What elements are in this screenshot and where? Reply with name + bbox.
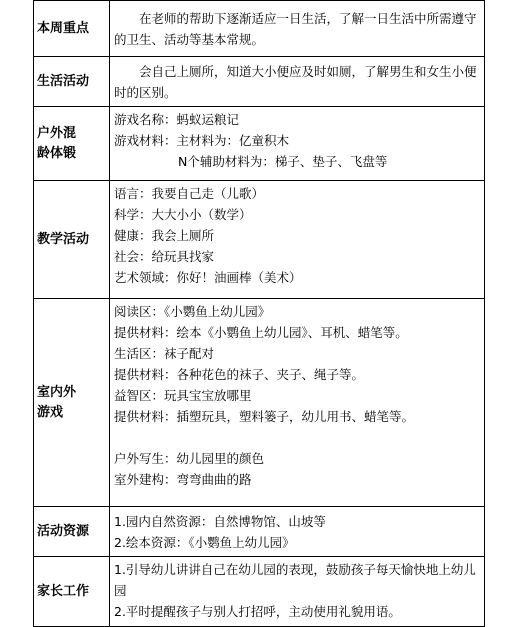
list-item: 户外写生：幼儿园里的颜色 — [114, 451, 265, 466]
row-content-teaching — [110, 181, 485, 299]
row-label-outdoor — [34, 107, 110, 181]
list-item — [114, 427, 480, 448]
list-item: 1.园内自然资源：自然博物馆、山坡等 — [114, 513, 326, 529]
row-label-life — [34, 57, 110, 107]
row-label-parents — [34, 557, 110, 627]
list-item: 益智区：玩具宝宝放哪里 — [114, 388, 252, 403]
row-label-text: 家长工作 — [37, 583, 90, 599]
focus-text: 在老师的帮助下逐渐适应一日生活，了解一日生活中所需遵守的卫生、活动等基本常规。 — [114, 10, 477, 47]
row-content-life — [110, 57, 485, 107]
list-item: 1.引导幼儿讲讲自己在幼儿园的表现，鼓励孩子每天愉快地上幼儿园 — [114, 562, 476, 598]
list-item: 提供材料：绘本《小鹦鱼上幼儿园》、耳机、蜡笔等。 — [114, 325, 408, 340]
list-item: 科学：大大小小（数学） — [114, 207, 252, 222]
row-label-teaching — [34, 181, 110, 299]
table-row-focus — [34, 1, 485, 57]
row-content-parents — [110, 557, 485, 627]
list-item: 提供材料：各种花色的袜子、夹子、绳子等。 — [114, 367, 365, 382]
list-item: 2.绘本资源：《小鹦鱼上幼儿园》 — [114, 534, 295, 550]
list-item: 生活区：袜子配对 — [114, 346, 215, 361]
life-text: 会自己上厕所，知道大小便应及时如厕，了解男生和女生小便时的区别。 — [114, 63, 477, 100]
table-row-life — [34, 57, 485, 107]
row-label-indoor — [34, 299, 110, 507]
row-content-indoor — [110, 299, 485, 507]
table-row-indoor — [34, 299, 485, 507]
table-row-resources — [34, 507, 485, 557]
list-item: 提供材料：插塑玩具，塑料篓子，幼儿用书、蜡笔等。 — [114, 409, 415, 424]
list-item: 阅读区：《小鹦鱼上幼儿园》 — [114, 304, 271, 319]
row-label-focus — [34, 1, 110, 57]
row-content-outdoor — [110, 107, 485, 181]
list-item: 游戏名称：蚂蚁运粮记 — [114, 112, 240, 127]
weekly-plan-table — [33, 0, 485, 627]
list-item: N个辅助材料为：梯子、垫子、飞盘等 — [178, 154, 388, 169]
row-label-line: 室内外 — [37, 384, 77, 400]
row-content-resources — [110, 507, 485, 557]
list-item: 2.平时提醒孩子与别人打招呼，主动使用礼貌用语。 — [114, 604, 401, 619]
table-row-parents — [34, 557, 485, 627]
row-label-line: 游戏 — [37, 404, 64, 420]
row-label-text: 生活活动 — [37, 73, 90, 89]
row-label-line: 龄体锻 — [37, 145, 77, 161]
list-item: 艺术领域：你好！油画棒（美术） — [114, 270, 302, 285]
list-item: 游戏材料：主材料为：亿童积木 — [114, 133, 290, 148]
list-item: 社会：给玩具找家 — [114, 249, 215, 264]
row-content-focus — [110, 1, 485, 57]
row-label-text: 活动资源 — [37, 523, 90, 539]
row-label-text: 本周重点 — [37, 20, 90, 36]
row-label-line: 户外混 — [37, 125, 77, 141]
table-row-teaching — [34, 181, 485, 299]
row-label-resources — [34, 507, 110, 557]
list-item: 语言：我要自己走（儿歌） — [114, 186, 265, 201]
row-label-text: 教学活动 — [37, 231, 90, 247]
list-item: 室外建构：弯弯曲曲的路 — [114, 472, 252, 487]
list-item: 健康：我会上厕所 — [114, 228, 215, 243]
table-row-outdoor — [34, 107, 485, 181]
